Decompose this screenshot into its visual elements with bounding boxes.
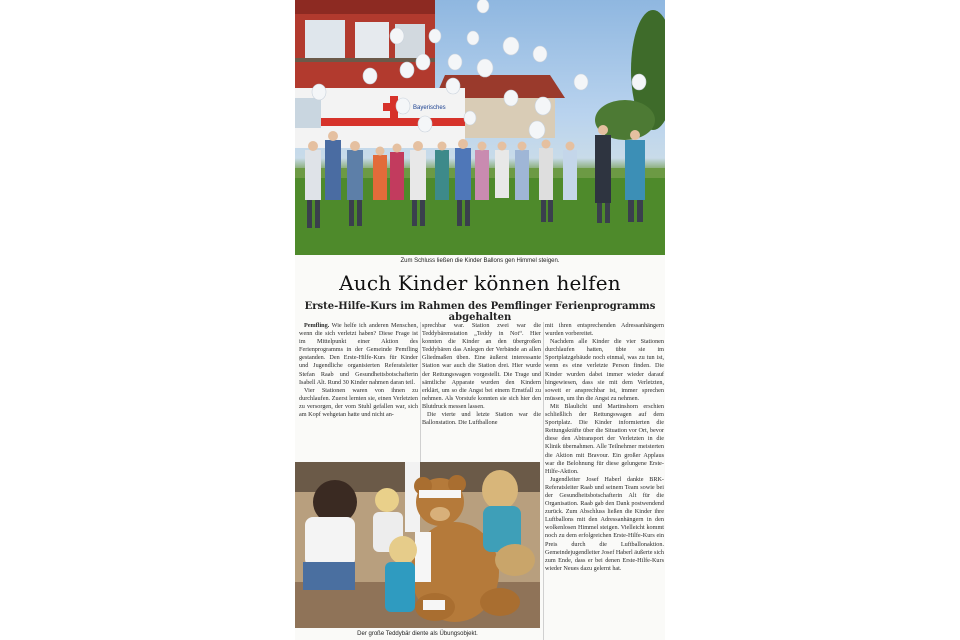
- article-paragraph: [299, 322, 418, 387]
- newspaper-clipping: [295, 0, 665, 640]
- article-column-3: [545, 322, 664, 640]
- photo-top-caption: Zum Schluss ließen die Kinder Ballons gen Himmel steigen.: [400, 258, 560, 264]
- column-rule: [420, 322, 421, 462]
- column-rule: [543, 322, 544, 640]
- article-paragraph: Die vierte und letzte Station war die Ballonstation. Die Luftballone: [422, 411, 541, 427]
- photo-bottom-caption: Der große Teddybär diente als Übungsobjekt.: [357, 631, 478, 637]
- article-column-2: [422, 322, 541, 462]
- vehicle-label: Bayerisches: [413, 105, 446, 111]
- article-paragraph: Nachdem alle Kinder die vier Stationen durchlaufen hatten, übte sie im Sportplatzgebäude noch einmal, was zu tun ist, wenn es eine verletzte Person finden. Die Kinder wurden dabei immer wieder darauf hingewiesen, dass sie mit dem Verletzten, soweit er ansprechbar ist, immer sprechen müssen, um ihn die Angst zu nehmen.: [545, 338, 664, 402]
- article-headline: Auch Kinder können helfen: [339, 271, 621, 295]
- dateline: Pemfling.: [304, 322, 330, 329]
- photo-teddy-bear: [295, 462, 540, 628]
- photo-children-balloons: [295, 0, 665, 255]
- article-paragraph: sprechbar war. Station zwei war die Teddybärenstation „Teddy in Not“. Hier konnten die Kinder an den übergroßen Teddybären das Anlegen der Verbände an allen Gliedmaßen üben. Eine äußerst interessante Station war auch die Station drei. Hier wurde der Rettungswagen vorgestellt. Die Trage und sämtliche Apparate wurden den Kindern erklärt, um so die Angst bei einem Ernstfall zu nehmen. Als Vorstufe konnten sie sich hier den Blutdruck messen lassen.: [422, 322, 541, 410]
- photo-teddy-illustration: [295, 462, 540, 628]
- article-paragraph: Mit Blaulicht und Martinshorn erschien schließlich der Rettungswagen auf dem Sportplatz. Die Kinder informierten die Rettungskräfte über die Situation vor Ort, bevor diese den Abtransport der Verletzten in die Klinik übernahmen. Alle Teilnehmer meisterten die Aktion mit Bravour. Ein großer Applaus war die Belohnung für diese gelungene Erste-Hilfe-Aktion.: [545, 402, 664, 475]
- article-column-1: [299, 322, 418, 462]
- article-paragraph: Jugendleiter Josef Haberl dankte BRK-Referatsleiter Raab und seinem Team sowie bei der Gesundheitsbotschafterin Alt für die Organisation. Raab gab den Dank postwendend zurück. Zum Abschluss ließen die Kinder ihre Luftballons mit den Adressanhängern in den wolkenlosen Himmel steigen. Vielleicht kommt noch zu dem erfolgreichen Erste-Hilfe-Kurs ein Preis durch die Luftballonaktion. Gemeindejugendleiter Josef Haberl äußerte sich zum Ende, dass er bei denen Erste-Hilfe-Kurs wieder Neues dazu gelernt hat.: [545, 475, 664, 572]
- article-subheadline: Erste-Hilfe-Kurs im Rahmen des Pemflinger Ferienprogramms abgehalten: [304, 301, 656, 323]
- article-text: Wie helfe ich anderen Menschen, wenn die sich verletzt haben? Diese Frage ist im Mittelpunkt einer Aktion des Ferienprogramms in der Gemeinde Pemfling gestanden. Den Erste-Hilfe-Kurs für Kinder und Jugendliche organisierten Referatsleiter Stefan Raab und Gesundheitsbotschafterin Isabell Alt. Rund 30 Kinder nahmen daran teil.: [299, 322, 418, 386]
- article-paragraph: Vier Stationen waren von ihnen zu durchlaufen. Zuerst lernten sie, einen Verletzten zu versorgen, der vom Stuhl gefallen war, sich am Kopf wehgetan hatte und nicht an-: [299, 386, 418, 419]
- article-paragraph: mit ihren entsprechenden Adressanhängern wurden vorbereitet.: [545, 322, 664, 338]
- photo-balloons-illustration: [295, 0, 665, 255]
